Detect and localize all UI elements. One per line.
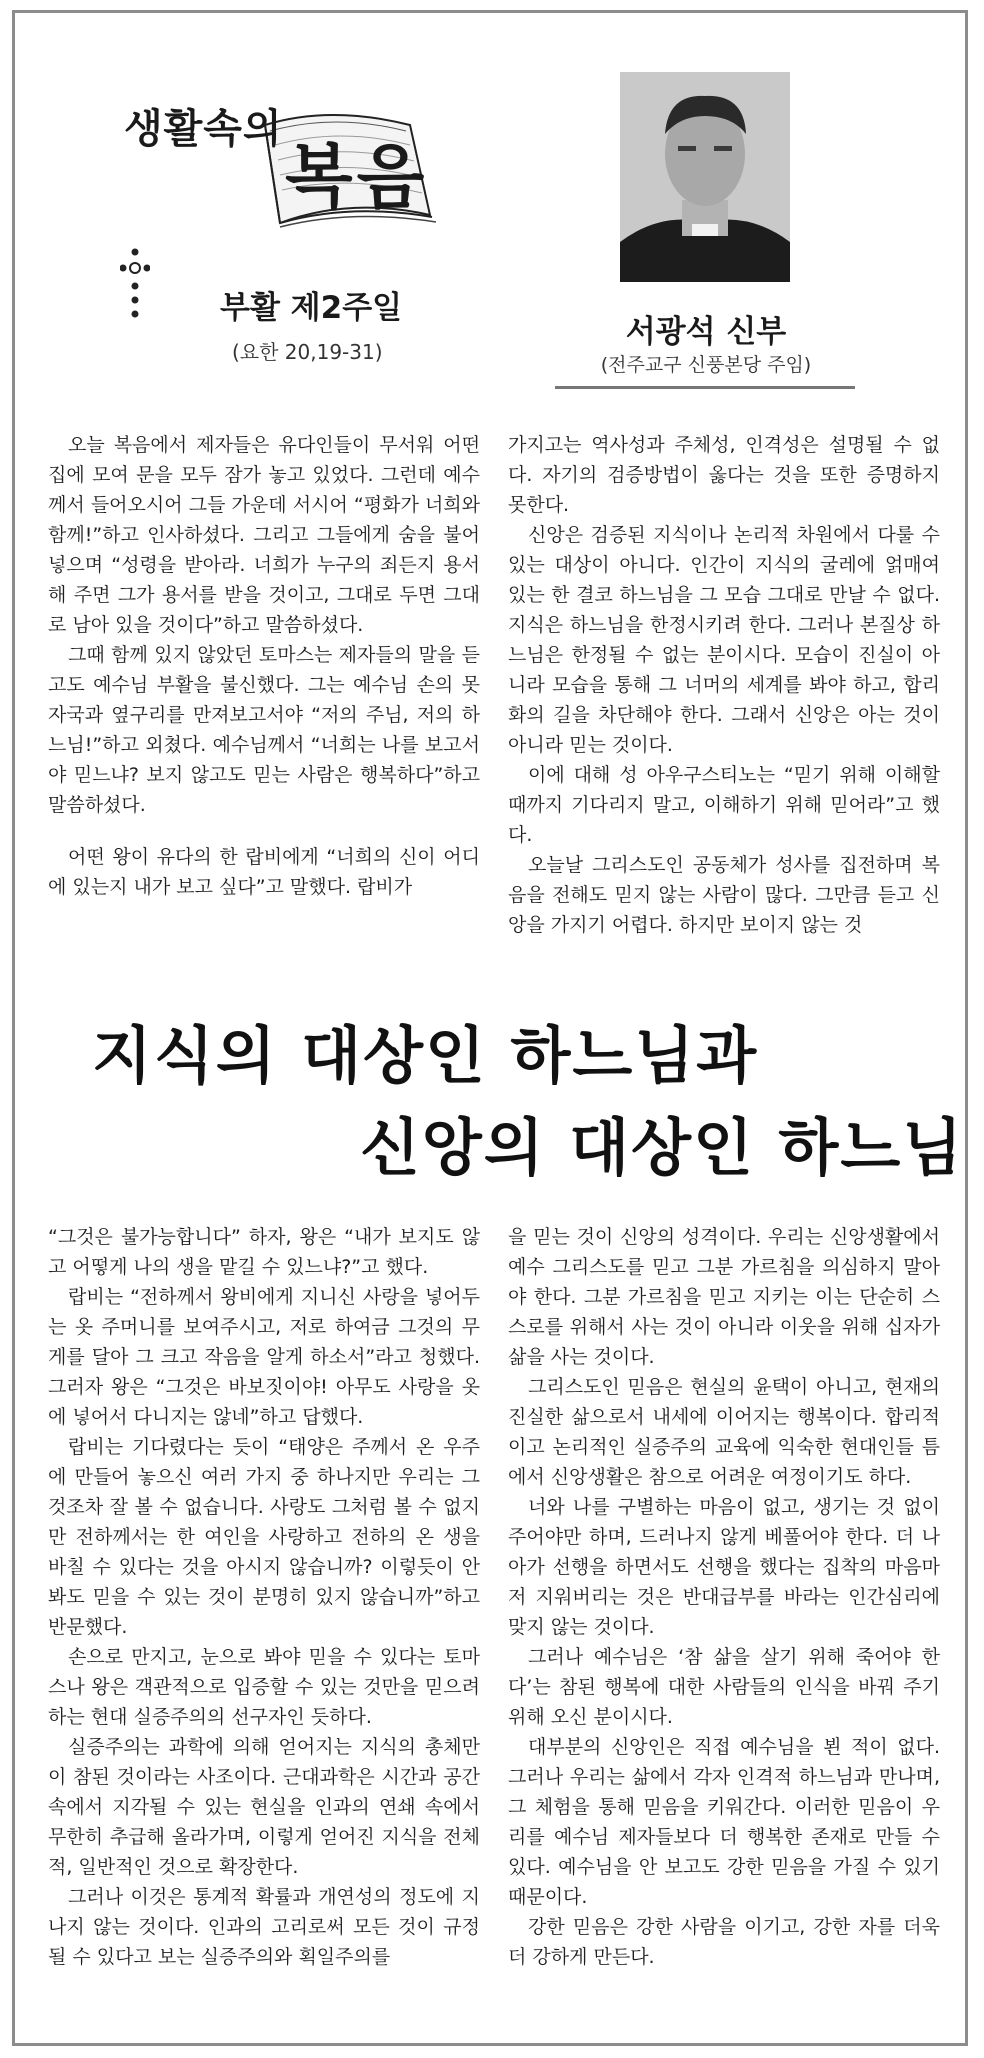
paragraph: 랍비는 기다렸다는 듯이 “태양은 주께서 온 우주에 만들어 놓으신 여러 가지 중 하나지만 우리는 그것조차 잘 볼 수 없습니다. 사랑도 그처럼 볼 수 없지만 전하께서는 한 여인을 사랑하고 전하의 온 생을 바칠 수 있다는 것을 아시지 않습니까? 이렇듯이 안 봐도 믿을 수 있는 것이 분명히 있지 않습니까”하고 반문했다. <box>48 1436 480 1638</box>
paragraph: “그것은 불가능합니다” 하자, 왕은 “내가 보지도 않고 어떻게 나의 생을 맡길 수 있느냐?”고 했다. <box>48 1226 480 1278</box>
headline-line-1: 지식의 대상인 하느님과 <box>92 1019 759 1092</box>
logo-small-text: 생활속의 <box>124 106 283 152</box>
paragraph: 그때 함께 있지 않았던 토마스는 제자들의 말을 듣고도 예수님 부활을 불신했다. 그는 예수님 손의 못 자국과 옆구리를 만져보고서야 “저의 주님, 저의 하느님!”하고 외쳤다. 예수님께서 “너희는 나를 보고서야 믿느냐? 보지 않고도 믿는 사람은 행복하다”하고 말씀하셨다. <box>48 644 480 816</box>
column-logo <box>80 85 460 235</box>
upper-left-column <box>48 430 480 902</box>
lower-left-column <box>48 1222 480 1972</box>
upper-right-column <box>508 430 940 940</box>
paragraph: 강한 믿음은 강한 사람을 이기고, 강한 자를 더욱 더 강하게 만든다. <box>508 1916 940 1968</box>
paragraph: 이에 대해 성 아우구스티노는 “믿기 위해 이해할 때까지 기다리지 말고, 이해하기 위해 믿어라”고 했다. <box>508 764 940 846</box>
author-photo <box>620 72 790 282</box>
paragraph: 오늘날 그리스도인 공동체가 성사를 집전하며 복음을 전해도 믿지 않는 사람이 많다. 그만큼 듣고 신앙을 가지기 어렵다. 하지만 보이지 않는 것 <box>508 854 940 936</box>
paragraph: 을 믿는 것이 신앙의 성격이다. 우리는 신앙생활에서 예수 그리스도를 믿고 그분 가르침을 의심하지 말아야 한다. 그분 가르침을 믿고 지키는 이는 단순히 스스로를 위해서 사는 것이 아니라 이웃을 위해 십자가 삶을 사는 것이다. <box>508 1226 940 1368</box>
paragraph: 그러나 이것은 통계적 확률과 개연성의 정도에 지나지 않는 것이다. 인과의 고리로써 모든 것이 규정될 수 있다고 보는 실증주의와 획일주의를 <box>48 1886 480 1968</box>
paragraph: 오늘 복음에서 제자들은 유다인들이 무서워 어떤 집에 모여 문을 모두 잠가 놓고 있었다. 그런데 예수께서 들어오시어 그들 가운데 서시어 “평화가 너희와 함께!”하고 인사하셨다. 그리고 그들에게 숨을 불어넣으며 “성령을 받아라. 너희가 누구의 죄든지 용서해 주면 그가 용서를 받을 것이고, 그대로 두면 그대로 남아 있을 것이다”하고 말씀하셨다. <box>48 434 480 636</box>
logo-big-text: 복음 <box>285 136 429 218</box>
paragraph: 랍비는 “전하께서 왕비에게 지니신 사랑을 넣어두는 옷 주머니를 보여주시고, 저로 하여금 그것의 무게를 달아 그 크고 작음을 알게 하소서”라고 청했다. 그러자 왕은 “그것은 바보짓이야! 아무도 사랑을 옷에 넣어서 다니지는 않네”하고 답했다. <box>48 1286 480 1428</box>
sunday-title: 부활 제2주일 <box>220 290 403 326</box>
headline-line-2: 신앙의 대상인 하느님 <box>360 1111 965 1184</box>
paragraph: 대부분의 신앙인은 직접 예수님을 뵌 적이 없다. 그러나 우리는 삶에서 각자 인격적 하느님과 만나며, 그 체험을 통해 믿음을 키워간다. 이러한 믿음이 우리를 예수님 제자들보다 더 행복한 존재로 만들 수 있다. 예수님을 안 보고도 강한 믿음을 가질 수 있기 때문이다. <box>508 1736 940 1908</box>
author-name: 서광석 신부 <box>625 314 787 350</box>
paragraph: 어떤 왕이 유다의 한 랍비에게 “너희의 신이 어디에 있는지 내가 보고 싶다”고 말했다. 랍비가 <box>48 846 480 898</box>
paragraph: 그러나 예수님은 ‘참 삶을 살기 위해 죽어야 한다’는 참된 행복에 대한 사람들의 인식을 바꿔 주기 위해 오신 분이시다. <box>508 1646 940 1728</box>
author-role: (전주교구 신풍본당 주임) <box>600 354 812 376</box>
paragraph: 그리스도인 믿음은 현실의 윤택이 아니고, 현재의 진실한 삶으로서 내세에 이어지는 행복이다. 합리적이고 논리적인 실증주의 교육에 익숙한 현대인들 틈에서 신앙생활은 참으로 어려운 여정이기도 하다. <box>508 1376 940 1488</box>
dotted-cross-icon <box>120 248 150 318</box>
paragraph: 가지고는 역사성과 주체성, 인격성은 설명될 수 없다. 자기의 검증방법이 옳다는 것을 또한 증명하지 못한다. <box>508 434 940 516</box>
paragraph: 신앙은 검증된 지식이나 논리적 차원에서 다룰 수 있는 대상이 아니다. 인간이 지식의 굴레에 얽매여 있는 한 결코 하느님을 그 모습 그대로 만날 수 없다. 지식은 하느님을 한정시키려 한다. 그러나 본질상 하느님은 한정될 수 없는 분이시다. 모습이 진실이 아니라 모습을 통해 그 너머의 세계를 봐야 하고, 합리화의 길을 차단해야 한다. 그래서 신앙은 아는 것이 아니라 믿는 것이다. <box>508 524 940 756</box>
paragraph: 실증주의는 과학에 의해 얻어지는 지식의 총체만이 참된 것이라는 사조이다. 근대과학은 시간과 공간 속에서 지각될 수 있는 현실을 인과의 연쇄 속에서 무한히 추급해 올라가며, 이렇게 얻어진 지식을 전체적, 일반적인 것으로 확장한다. <box>48 1736 480 1878</box>
paragraph: 손으로 만지고, 눈으로 봐야 믿을 수 있다는 토마스나 왕은 객관적으로 입증할 수 있는 것만을 믿으려 하는 현대 실증주의의 선구자인 듯하다. <box>48 1646 480 1728</box>
paragraph: 너와 나를 구별하는 마음이 없고, 생기는 것 없이 주어야만 하며, 드러나지 않게 베풀어야 한다. 더 나아가 선행을 하면서도 선행을 했다는 집착의 마음마저 지워버리는 것은 반대급부를 바라는 인간심리에 맞지 않는 것이다. <box>508 1496 940 1638</box>
divider <box>555 386 855 389</box>
lower-right-column <box>508 1222 940 1972</box>
scripture-reference: (요한 20,19-31) <box>232 340 383 364</box>
